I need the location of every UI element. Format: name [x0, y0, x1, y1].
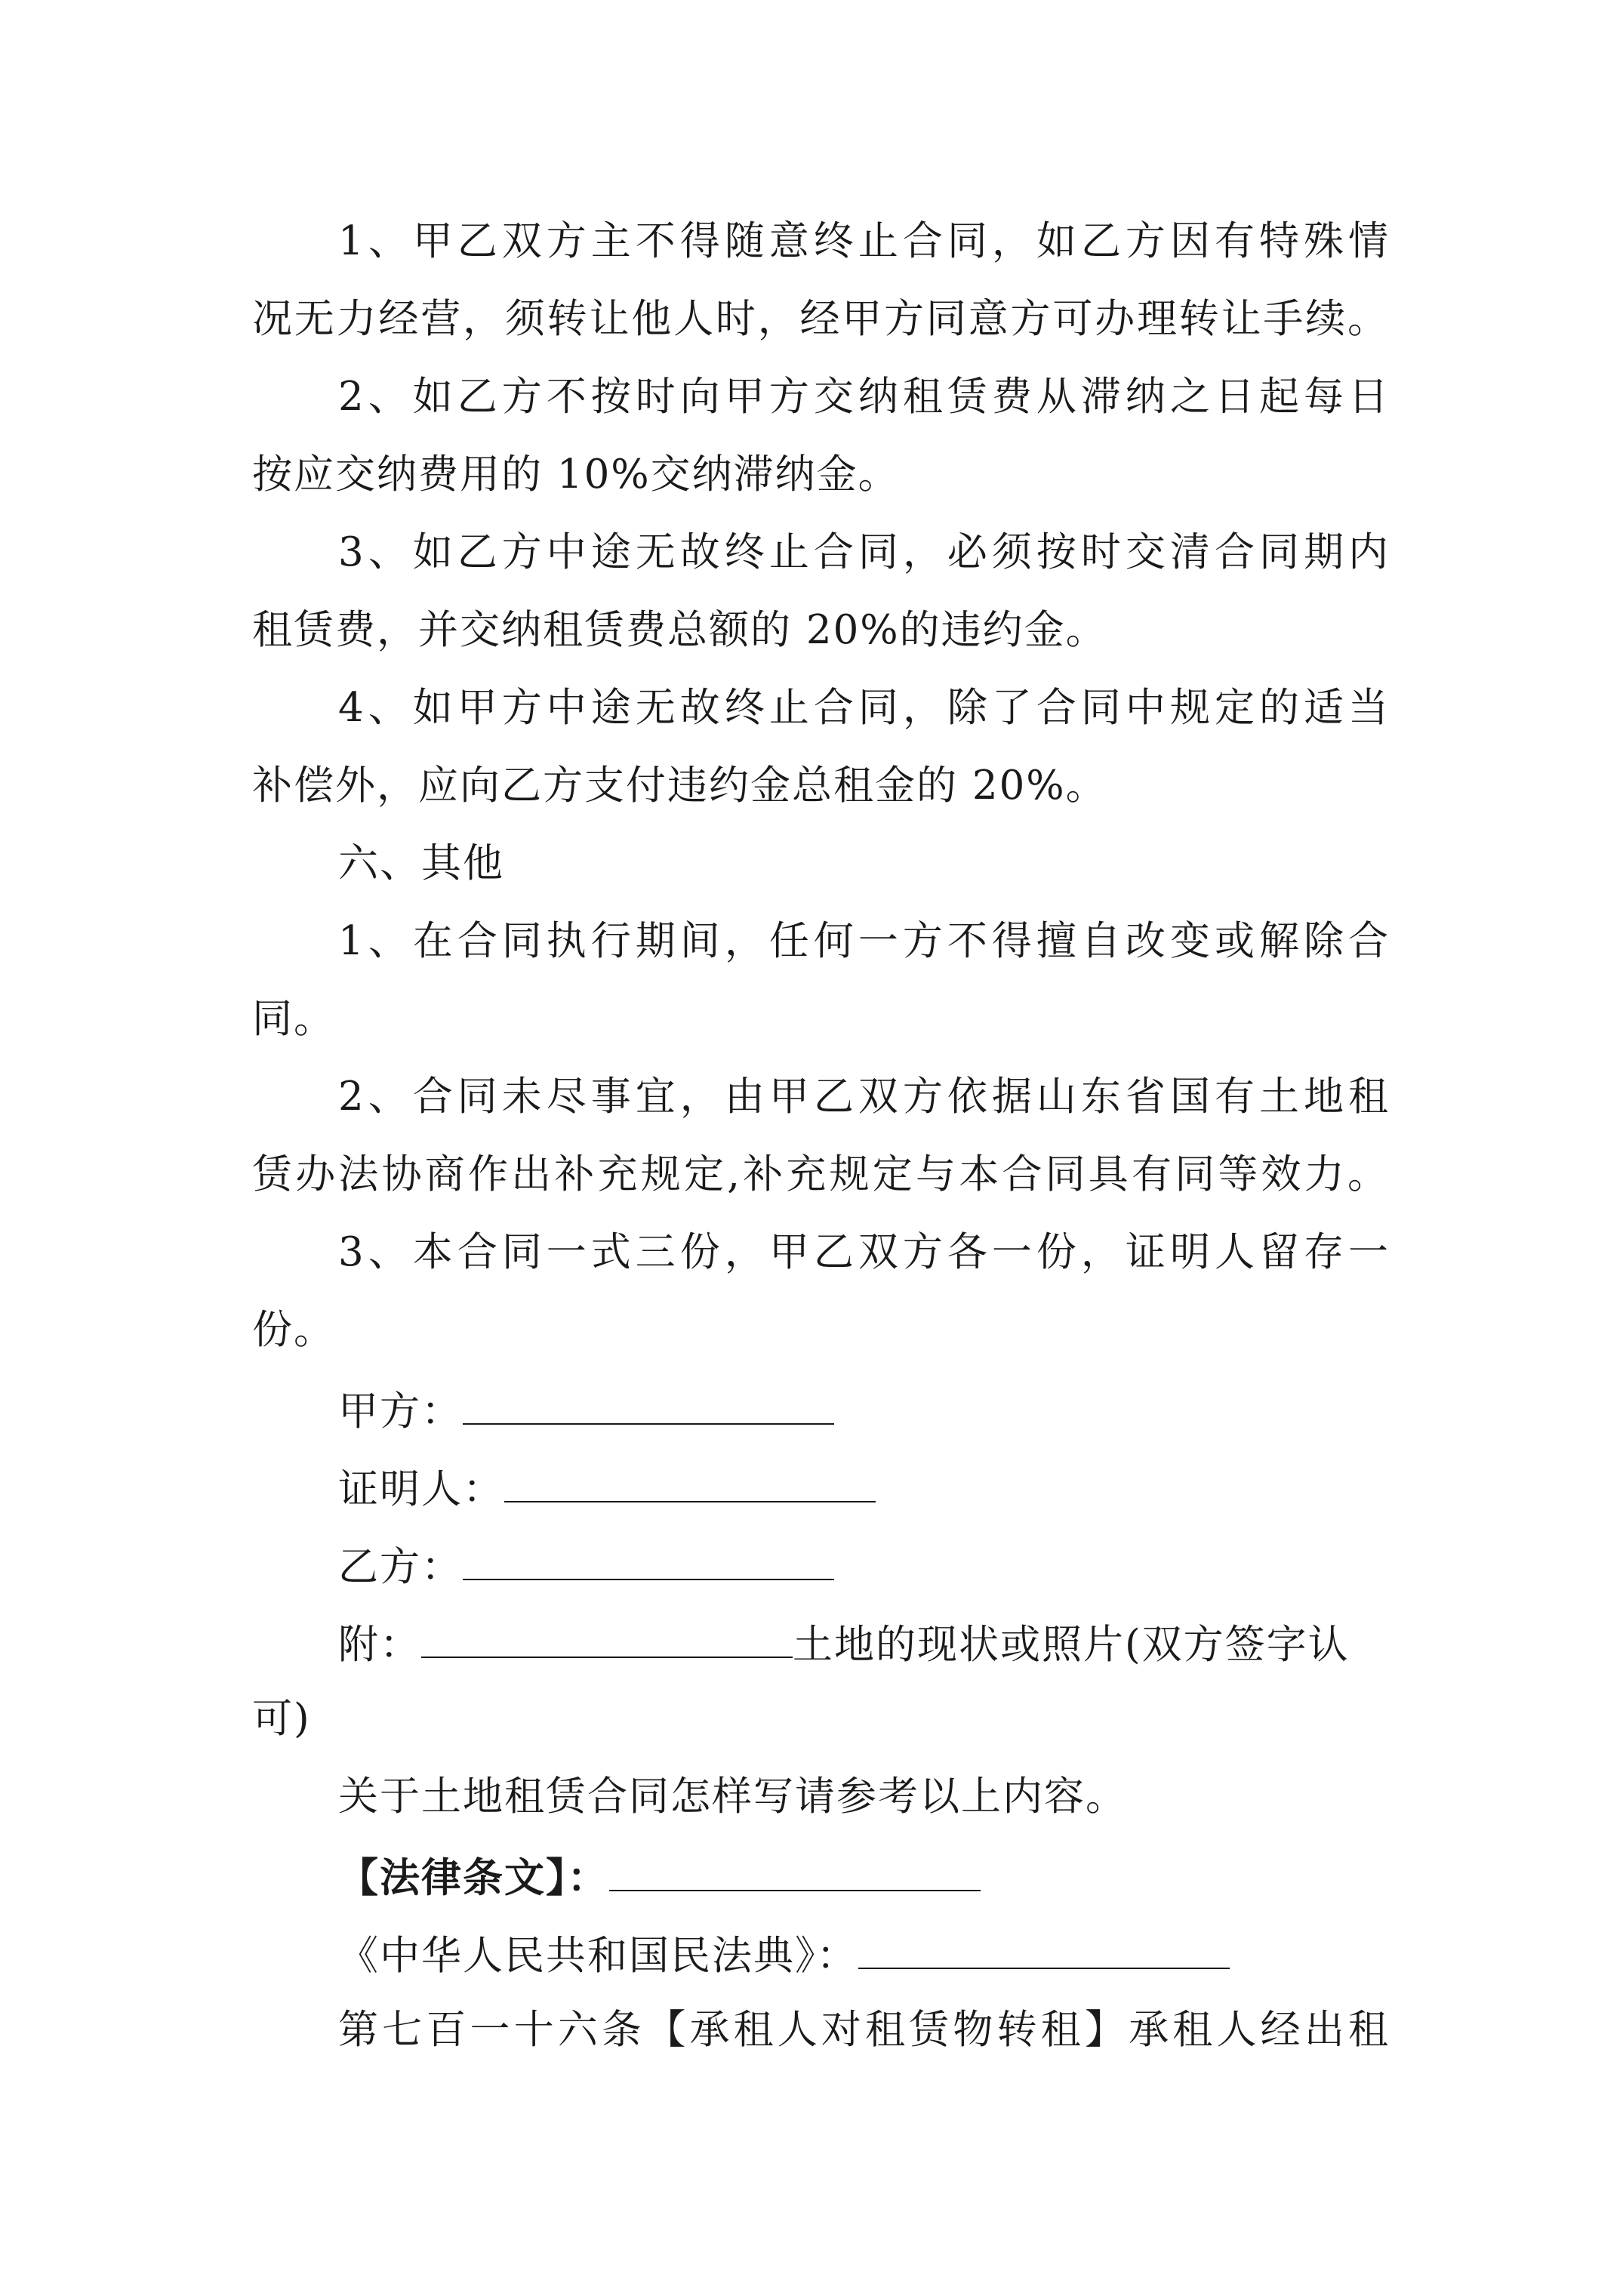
witness-signature-blank — [504, 1463, 876, 1502]
section-6-heading: 六、其他 — [338, 840, 504, 886]
witness-label: 证明人： — [338, 1466, 504, 1512]
clause-6-1-line-1: 1、在合同执行期间，任何一方不得擅自改变或解除合 — [338, 918, 1388, 964]
clause-5-3-line-1: 3、如乙方中途无故终止合同，必须按时交清合同期内 — [338, 529, 1388, 575]
clause-5-4-line-2: 补偿外，应向乙方支付违约金总租金的 20%。 — [252, 763, 1107, 809]
clause-6-3-line-2: 份。 — [252, 1307, 335, 1353]
code-name: 《中华人民共和国民法典》： — [338, 1933, 858, 1979]
code-name-row — [338, 1930, 1230, 1979]
clause-5-3-line-2: 租赁费，并交纳租赁费总额的 20%的违约金。 — [252, 607, 1107, 653]
legal-row — [338, 1852, 981, 1901]
party-a-row — [338, 1385, 834, 1435]
attachment-line-2: 可) — [252, 1696, 311, 1742]
article-text: 第七百一十六条【承租人对租赁物转租】承租人经出租 — [338, 2007, 1388, 2053]
party-b-signature-blank — [463, 1541, 834, 1580]
clause-6-1-line-2: 同。 — [252, 996, 335, 1042]
party-b-row — [338, 1541, 834, 1590]
party-a-signature-blank — [463, 1385, 834, 1425]
attachment-row — [338, 1619, 1350, 1668]
clause-5-1-line-1: 1、甲乙双方主不得随意终止合同，如乙方因有特殊情 — [338, 218, 1388, 264]
clause-6-3-line-1: 3、本合同一式三份，甲乙双方各一份，证明人留存一 — [338, 1229, 1388, 1275]
clause-5-2-line-2: 按应交纳费用的 10%交纳滞纳金。 — [252, 451, 900, 498]
attachment-text: 土地的现状或照片(双方签字认 — [793, 1622, 1350, 1668]
attachment-blank — [421, 1619, 793, 1658]
legal-blank — [609, 1852, 981, 1891]
party-a-label: 甲方： — [338, 1388, 463, 1435]
clause-5-4-line-1: 4、如甲方中途无故终止合同，除了合同中规定的适当 — [338, 685, 1388, 731]
clause-6-2-line-1: 2、合同未尽事宜，由甲乙双方依据山东省国有土地租 — [338, 1074, 1388, 1120]
code-name-blank — [858, 1930, 1230, 1969]
party-b-label: 乙方： — [338, 1544, 463, 1590]
clause-5-2-line-1: 2、如乙方不按时向甲方交纳租赁费从滞纳之日起每日 — [338, 374, 1388, 420]
closing-text: 关于土地租赁合同怎样写请参考以上内容。 — [338, 1774, 1127, 1820]
attachment-label: 附： — [338, 1622, 421, 1668]
clause-5-1-line-2: 况无力经营，须转让他人时，经甲方同意方可办理转让手续。 — [252, 296, 1387, 342]
clause-6-2-line-2: 赁办法协商作出补充规定,补充规定与本合同具有同等效力。 — [252, 1151, 1387, 1197]
legal-label: 【法律条文】： — [338, 1854, 609, 1901]
witness-row — [338, 1463, 876, 1512]
